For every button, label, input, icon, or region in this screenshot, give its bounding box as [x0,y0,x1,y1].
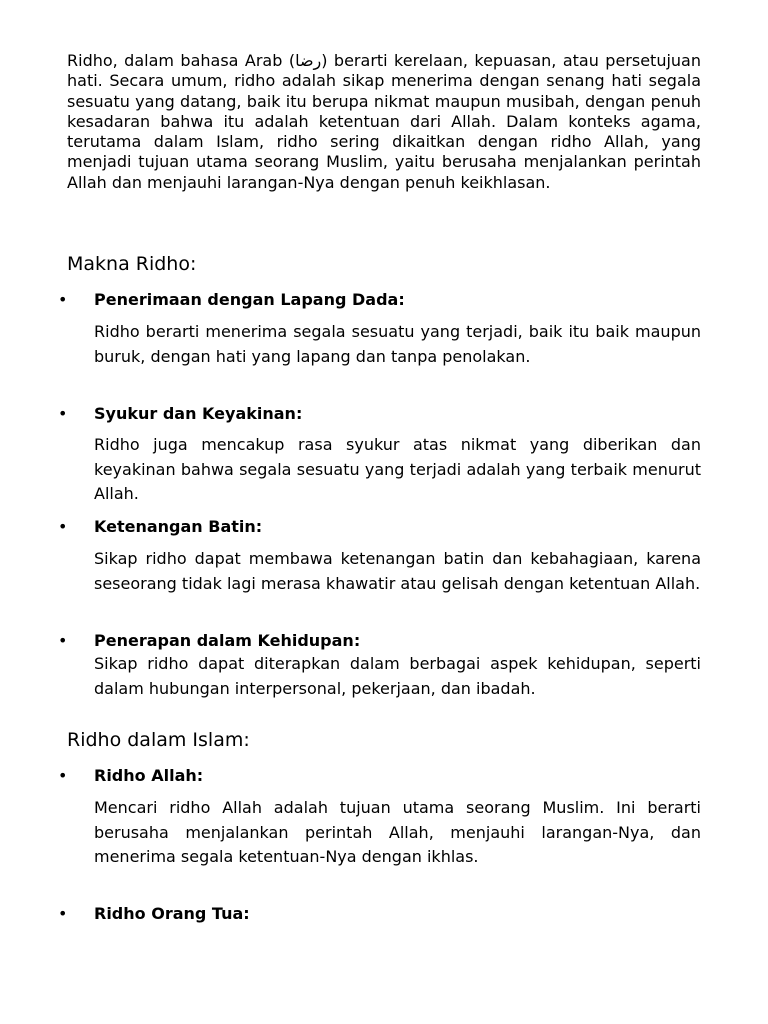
item-title-syukur: Syukur dan Keyakinan: [94,404,303,423]
bullet-marker: • [58,904,68,923]
item-body-ketenangan: Sikap ridho dapat membawa ketenangan batin dan kebahagiaan, karena seseorang tidak lagi merasa khawatir atau gelisah dengan ketentuan Allah. [94,549,701,593]
item-title-penerapan: Penerapan dalam Kehidupan: [94,631,361,650]
bullet-marker: • [58,766,68,785]
bullet-marker: • [58,517,68,536]
item-title-penerimaan: Penerimaan dengan Lapang Dada: [94,290,405,309]
section-heading-islam: Ridho dalam Islam: [67,729,250,751]
item-title-ketenangan: Ketenangan Batin: [94,517,263,536]
bullet-marker: • [58,290,68,309]
item-title-ridho-orang-tua: Ridho Orang Tua: [94,904,250,923]
item-body-ridho-allah: Mencari ridho Allah adalah tujuan utama seorang Muslim. Ini berarti berusaha menjalankan perintah Allah, menjauhi larangan-Nya, dan menerima segala ketentuan-Nya dengan ikhlas. [94,798,701,866]
item-body-penerapan: Sikap ridho dapat diterapkan dalam berbagai aspek kehidupan, seperti dalam hubungan interpersonal, pekerjaan, dan ibadah. [94,654,701,698]
intro-paragraph: Ridho, dalam bahasa Arab (رضا) berarti kerelaan, kepuasan, atau persetujuan hati. Secara umum, ridho adalah sikap menerima dengan senang hati segala sesuatu yang datang, baik itu berupa nikmat maupun musibah, dengan penuh kesadaran bahwa itu adalah ketentuan dari Allah. Dalam konteks agama, terutama dalam Islam, ridho sering dikaitkan dengan ridho Allah, yang menjadi tujuan utama seorang Muslim, yaitu berusaha menjalankan perintah Allah dan menjauhi larangan-Nya dengan penuh keikhlasan. [67,51,701,192]
section-heading-makna: Makna Ridho: [67,253,197,275]
bullet-marker: • [58,631,68,650]
bullet-marker: • [58,404,68,423]
item-body-syukur: Ridho juga mencakup rasa syukur atas nikmat yang diberikan dan keyakinan bahwa segala sesuatu yang terjadi adalah yang terbaik menurut Allah. [94,435,701,503]
item-title-ridho-allah: Ridho Allah: [94,766,204,785]
item-body-penerimaan: Ridho berarti menerima segala sesuatu yang terjadi, baik itu baik maupun buruk, dengan hati yang lapang dan tanpa penolakan. [94,322,701,366]
